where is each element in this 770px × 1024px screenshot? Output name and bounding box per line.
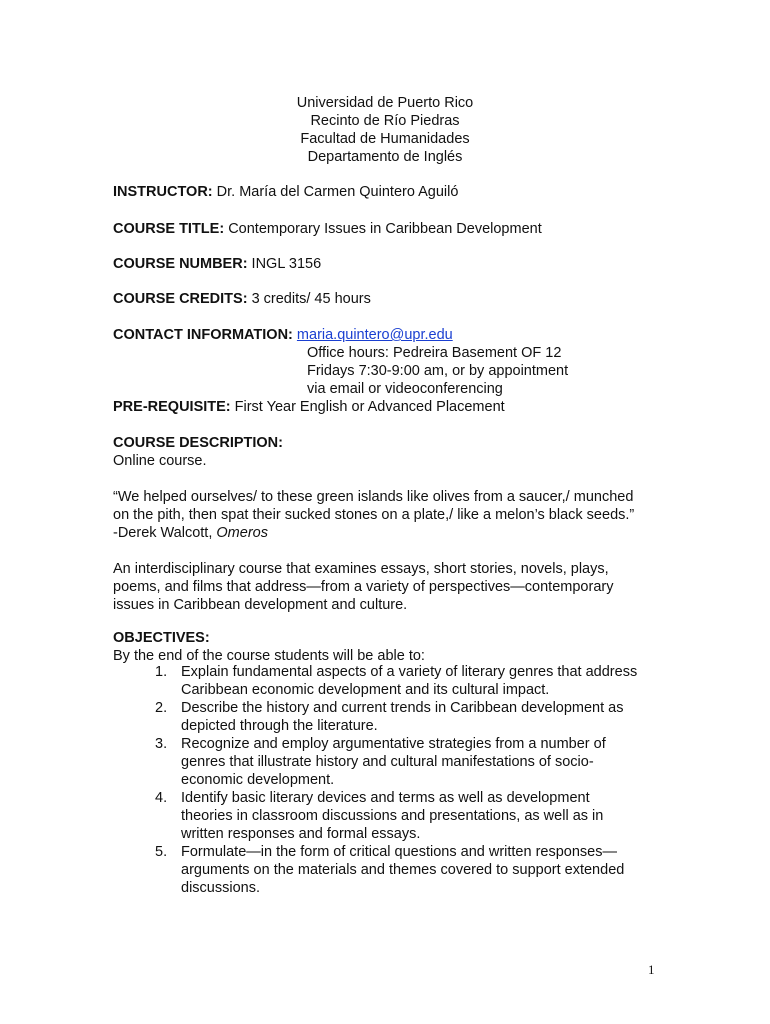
objectives-intro: By the end of the course students will be able to: <box>113 648 425 664</box>
department-name: Departamento de Inglés <box>307 149 463 165</box>
course-credits-label: COURSE CREDITS: <box>113 291 248 307</box>
contact-method-line: via email or videoconferencing <box>307 381 503 397</box>
institution-header <box>0 94 770 166</box>
list-item <box>155 663 675 699</box>
course-number-field <box>113 255 673 273</box>
instructor-label: INSTRUCTOR: <box>113 184 213 200</box>
item-text: discussions. <box>181 880 260 896</box>
item-number: 2. <box>155 700 168 716</box>
quote-attribution <box>113 524 673 542</box>
item-text: depicted through the literature. <box>181 718 378 734</box>
course-title-label: COURSE TITLE: <box>113 221 225 237</box>
item-text: economic development. <box>181 772 335 788</box>
course-credits-field <box>113 290 673 308</box>
item-number: 3. <box>155 736 168 752</box>
quote-line: “We helped ourselves/ to these green islands like olives from a saucer,/ munched <box>113 489 634 505</box>
item-text: Describe the history and current trends in Caribbean development as <box>181 700 624 716</box>
paragraph-line: issues in Caribbean development and culture. <box>113 597 408 613</box>
course-credits-value: 3 credits/ 45 hours <box>247 291 371 307</box>
attribution-author: -Derek Walcott, <box>113 525 217 541</box>
item-text: genres that illustrate history and cultural manifestations of socio- <box>181 754 594 770</box>
list-item <box>155 843 675 897</box>
course-title-value: Contemporary Issues in Caribbean Development <box>224 221 542 237</box>
course-mode: Online course. <box>113 453 207 469</box>
list-item <box>155 789 675 843</box>
contact-details <box>307 344 568 398</box>
item-text: Recognize and employ argumentative strategies from a number of <box>181 736 606 752</box>
campus-name: Recinto de Río Piedras <box>310 113 460 129</box>
instructor-value: Dr. María del Carmen Quintero Aguiló <box>212 184 459 200</box>
page-number: 1 <box>648 962 655 977</box>
instructor-field <box>113 183 673 201</box>
item-number: 4. <box>155 790 168 806</box>
course-description-heading: COURSE DESCRIPTION: <box>113 435 283 451</box>
item-text: written responses and formal essays. <box>181 826 421 842</box>
paragraph-line: An interdisciplinary course that examines essays, short stories, novels, plays, <box>113 561 609 577</box>
university-name: Universidad de Puerto Rico <box>296 95 474 111</box>
objectives-section <box>113 629 673 665</box>
quote-line: on the pith, then spat their sucked stones on a plate,/ like a melon’s black seeds.” <box>113 507 635 523</box>
course-description-section <box>113 434 673 470</box>
item-text: Explain fundamental aspects of a variety of literary genres that address <box>181 664 638 680</box>
item-text: Identify basic literary devices and terms as well as development <box>181 790 590 806</box>
faculty-name: Facultad de Humanidades <box>300 131 470 147</box>
email-link[interactable]: maria.quintero@upr.edu <box>296 327 453 343</box>
objectives-heading: OBJECTIVES: <box>113 630 210 646</box>
paragraph-line: poems, and films that address—from a variety of perspectives—contemporary <box>113 579 614 595</box>
contact-field <box>113 326 673 344</box>
attribution-work: Omeros <box>216 525 268 541</box>
item-number: 1. <box>155 664 168 680</box>
objectives-list <box>155 663 675 897</box>
list-item <box>155 699 675 735</box>
office-hours-line: Office hours: Pedreira Basement OF 12 <box>307 345 562 361</box>
course-title-field <box>113 220 673 238</box>
course-number-value: INGL 3156 <box>247 256 322 272</box>
item-number: 5. <box>155 844 168 860</box>
description-paragraph <box>113 560 673 614</box>
list-item <box>155 735 675 789</box>
course-number-label: COURSE NUMBER: <box>113 256 248 272</box>
item-text: theories in classroom discussions and presentations, as well as in <box>181 808 604 824</box>
contact-label: CONTACT INFORMATION: <box>113 327 293 343</box>
item-text: Caribbean economic development and its cultural impact. <box>181 682 550 698</box>
epigraph-quote <box>113 488 673 542</box>
prerequisite-field <box>113 398 673 416</box>
schedule-line: Fridays 7:30-9:00 am, or by appointment <box>307 363 569 379</box>
item-text: arguments on the materials and themes covered to support extended <box>181 862 625 878</box>
item-text: Formulate—in the form of critical questions and written responses— <box>181 844 617 860</box>
prerequisite-label: PRE-REQUISITE: <box>113 399 231 415</box>
prerequisite-value: First Year English or Advanced Placement <box>230 399 505 415</box>
